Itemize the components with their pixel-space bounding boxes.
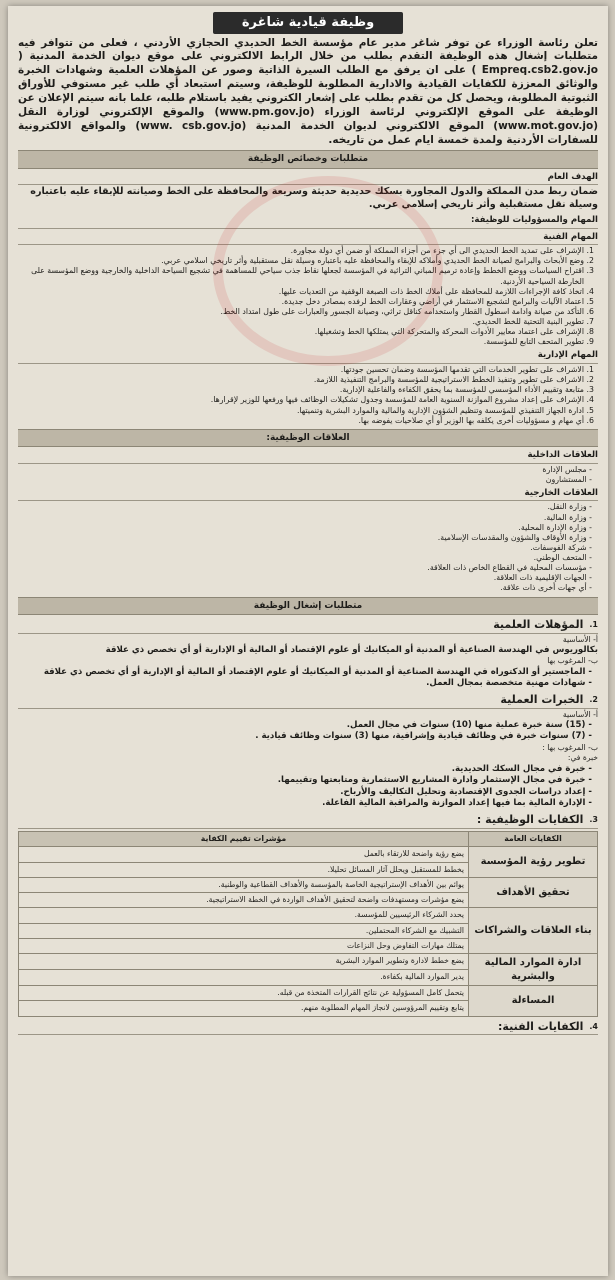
list-item: - خبرة في مجال الإستثمار وادارة المشاريع الاستثمارية ومتابعتها وتقييمها.: [18, 775, 592, 787]
comp-area: ادارة الموارد المالية والبشرية: [469, 954, 598, 986]
section-job-specs: متطلبات وخصائص الوظيفة: [18, 150, 598, 168]
list-item: - وزارة الإدارة المحلية.: [18, 523, 592, 533]
basic-exp-label: أ- الأساسية: [562, 709, 598, 719]
comp-indicator: يتابع وتقييم المرؤوسين لانجاز المهام المطلوبة منهم.: [19, 1001, 469, 1016]
job-ad: [8, 6, 608, 1035]
preferred-exp-label: ب- المرغوب بها :: [542, 743, 598, 753]
list-item: - الإدارة المالية بما فيها إعداد الموازنة والمراقبة المالية الفاعلة.: [18, 798, 592, 810]
list-item: - أي جهات أخرى ذات علاقة.: [18, 583, 592, 593]
table-row: [19, 954, 598, 970]
admin-tasks-list: [18, 365, 598, 426]
list-item: - مؤسسات المحلية في القطاع الخاص ذات العلاقة.: [18, 563, 592, 573]
comp-indicator: التشبيك مع الشركاء المحتملين.: [19, 923, 469, 938]
competencies-heading: [18, 813, 598, 829]
tech-tasks-label: المهام الفنية: [18, 231, 598, 246]
table-row: [19, 877, 598, 892]
list-item: - الماجستير أو الدكتوراه في الهندسة الصناعية أو المدنية أو الميكانيك أو علوم الإقتصاد أو المالية أو الإدارية أو أي تخصص ذي علاقة: [18, 667, 592, 679]
list-item: - وزارة الأوقاف والشؤون والمقدسات الإسلامية.: [18, 533, 592, 543]
tech-competencies-heading: [18, 1020, 598, 1036]
comp-indicator: يحدد الشركاء الرئيسيين للمؤسسة.: [19, 908, 469, 923]
comp-indicator: يوائم بين الأهداف الإستراتيجية الخاصة بالمؤسسة والأهداف القطاعية والوطنية.: [19, 877, 469, 892]
competencies-table: [18, 831, 598, 1017]
list-item: - وزارة النقل.: [18, 502, 592, 512]
list-item: 9. تطوير المتحف التابع للمؤسسة.: [18, 337, 584, 347]
comp-indicator: يتحمل كامل المسؤولية عن نتائج القرارات المتخذة من قبله.: [19, 986, 469, 1001]
comp-indicator: يضع رؤية واضحة للارتقاء بالعمل: [19, 847, 469, 862]
quals-number: 1.: [589, 619, 598, 629]
experience-number: 2.: [589, 694, 598, 704]
list-item: - الجهات الإقليمية ذات العلاقة.: [18, 573, 592, 583]
list-item: 1. الإشراف على تمديد الخط الحديدي الى أي جزء من أجزاء المملكة أو ضمن أي دولة مجاورة.: [18, 246, 584, 256]
intro-paragraph: تعلن رئاسة الوزراء عن توفر شاغر مدير عام مؤسسة الخط الحديدي الحجازي الأردني ، فعلى من تتوافر فيه متطلبات إشغال هذه الوظيفة التقدم بطلب من خلال الرابط الالكتروني على موقع ديوان الخدمة المدنية ( Empreq.csb2.gov.jo ) على ان يرفق مع الطلب السيرة الذاتية وصور عن المؤهلات العلمية وشهادات الخبرة والوثائق المعززة للكفايات القيادية والادارية المطلوبة للوظيفة، وسيتم استبعاد أي طلب غير مستوفي للأوراق الثبوتية المطلوبة، ويحصل كل من تقدم بطلب على إشعار الكتروني يفيد باستلام طلبه، علما بانه سيتم الإعلان عن الوظيفة على الموقع الإلكتروني لرئاسة الوزراء (www.pm.gov.jo) والموقع الإلكتروني لوزارة النقل (www.mot.gov.jo) الموقع الالكتروني لديوان الخدمة المدنية (www. csb.gov.jo) والمواقع الالكترونية للسفارات الأردنية ولمدة خمسة ايام عمل من تاريخه.: [18, 36, 599, 146]
comp-area: تحقيق الأهداف: [469, 877, 598, 908]
tech-tasks-list: [18, 246, 598, 347]
experience-title: الخبرات العملية: [500, 692, 584, 706]
comp-indicator: يدير الموارد المالية بكفاءة.: [19, 970, 469, 986]
list-item: 3. متابعة وتقييم الأداء المؤسسي للمؤسسة بما يحقق الكفاءة والفاعلية الإدارية.: [18, 385, 584, 395]
ad-title: وظيفة قيادية شاغرة: [213, 12, 403, 34]
experience-heading: [18, 693, 598, 709]
section-relations: العلاقات الوظيفية:: [18, 429, 598, 447]
list-item: 1. الاشراف على تطوير الخدمات التي تقدمها المؤسسة وضمان تحسين جودتها.: [18, 365, 584, 375]
list-item: - شركة الفوسفات.: [18, 543, 592, 553]
comp-indicator: يضع خطط لادارة وتطوير الموارد البشرية: [19, 954, 469, 970]
quals-title: المؤهلات العلمية: [493, 617, 584, 631]
external-relations-label: العلاقات الخارجية: [18, 487, 598, 502]
document-page: [8, 6, 608, 1276]
list-item: - شهادات مهنية متخصصة بمجال العمل.: [18, 678, 592, 690]
list-item: 4. الإشراف على إعداد مشروع الموازنة السنوية العامة للمؤسسة وجدول تشكيلات الوظائف فيها ورفعها للوزير لإقرارها.: [18, 395, 584, 405]
preferred-exp-sub: خبرة في:: [567, 753, 598, 763]
list-item: 6. أي مهام و مسؤوليات أخرى يكلفه بها الوزير أو أي صلاحيات يفوضه بها.: [18, 416, 584, 426]
internal-relations-list: [18, 465, 598, 485]
list-item: 8. الإشراف على اعتماد معايير الأدوات المحركة والمتحركة التي يمتلكها الخط وتشغيلها.: [18, 327, 584, 337]
comp-area: بناء العلاقات والشراكات: [469, 908, 598, 954]
comp-indicator: يضع مؤشرات ومستهدفات واضحة لتحقيق الأهداف الواردة في الخطة الاستراتيجية.: [19, 893, 469, 908]
goal-label: الهدف العام: [18, 171, 598, 186]
list-item: - المستشارون: [18, 475, 592, 485]
col-indicators: مؤشرات تقييم الكفاية: [19, 831, 469, 847]
preferred-quals-label: ب- المرغوب بها: [547, 656, 598, 666]
preferred-quals-list: [18, 667, 598, 690]
list-item: - (15) سنة خبرة عملية منها (10) سنوات في مجال العمل.: [18, 720, 592, 732]
list-item: 5. اعتماد الآليات والبرامج لتشجيع الاستثمار في أراضي وعقارات الخط لرفده بمصادر دخل جديدة.: [18, 297, 584, 307]
table-row: [19, 908, 598, 923]
comp-area: تطوير رؤية المؤسسة: [469, 847, 598, 878]
list-item: 2. وضع الأبحاث والبرامج لصيانة الخط الحديدي وأملاكه للإبقاء والمحافظة عليه باعتباره وسيلة نقل مستقبلية وأثر تاريخي اسلامي عربي.: [18, 256, 584, 266]
list-item: - خبرة في مجال السكك الحديدية.: [18, 764, 592, 776]
tasks-label: المهام والمسؤوليات للوظيفة:: [18, 214, 598, 229]
competencies-title: الكفايات الوظيفية :: [476, 812, 584, 826]
basic-quals-label: أ- الأساسية: [562, 634, 598, 644]
external-relations-list: [18, 502, 598, 593]
table-row: [19, 986, 598, 1001]
tech-competencies-number: 4.: [589, 1021, 598, 1031]
list-item: 7. تطوير البنية التحتية للخط الحديدي.: [18, 317, 584, 327]
list-item: - مجلس الإدارة: [18, 465, 592, 475]
admin-tasks-label: المهام الإدارية: [18, 349, 598, 364]
list-item: 6. التأكد من صيانة وادامة اسطول القطار واستخدامه كناقل تراثي، وصيانة الجسور والعبارات على طول امتداد الخط.: [18, 307, 584, 317]
list-item: 2. الاشراف على تطوير وتنفيذ الخطط الاستراتيجية للمؤسسة والبرامج التنفيذية اللازمة.: [18, 375, 584, 385]
comp-indicator: يخطط للمستقبل ويحلل آثار المسائل تحليلا.: [19, 862, 469, 877]
quals-heading: [18, 618, 598, 634]
section-occupancy: متطلبات إشغال الوظيفة: [18, 597, 598, 615]
list-item: - وزارة المالية.: [18, 513, 592, 523]
basic-quals-text: بكالوريوس في الهندسة الصناعية أو المدنية أو الميكانيك أو علوم الإقتصاد أو المالية أو الإدارية أو أي تخصص ذي علاقة: [105, 644, 598, 655]
list-item: 3. اقتراح السياسات ووضع الخطط وإعادة ترميم المباني التراثية في المؤسسة لجعلها نقاط جذب سياحي للمساهمة في تشجيع السياحة الداخلية والخارجية ووضع المؤسسة على الخارطة السياحية الأردنية.: [18, 266, 584, 286]
internal-relations-label: العلاقات الداخلية: [18, 449, 598, 464]
basic-exp-list: [18, 720, 598, 743]
table-header-row: [19, 831, 598, 847]
list-item: 5. ادارة الجهاز التنفيذي للمؤسسة وتنظيم الشؤون الإدارية والمالية والموارد البشرية وتنميتها.: [18, 406, 584, 416]
tech-competencies-title: الكفايات الفنية:: [498, 1019, 584, 1033]
comp-indicator: يمتلك مهارات التفاوض وحل النزاعات: [19, 938, 469, 953]
list-item: 4. اتخاذ كافة الإجراءات اللازمة للمحافظة على أملاك الخط ذات الصبغة الوقفية من التعديات عليها.: [18, 287, 584, 297]
list-item: - (7) سنوات خبرة في وظائف قيادية وإشرافية، منها (3) سنوات وظائف قيادية .: [18, 731, 592, 743]
list-item: - إعداد دراسات الجدوى الإقتصادية وتحليل التكاليف والأرباح.: [18, 787, 592, 799]
comp-area: المساءلة: [469, 986, 598, 1017]
table-row: [19, 847, 598, 862]
competencies-number: 3.: [589, 814, 598, 824]
list-item: - المتحف الوطني.: [18, 553, 592, 563]
goal-text: ضمان ربط مدن المملكة والدول المجاورة بسكك حديدية حديثة وسريعة والمحافظة على الخط وصيانته للإبقاء عليه باعتباره وسيلة نقل مستقبلية وأثر تاريخي إسلامي عربي.: [30, 186, 598, 211]
col-general: الكفايات العامة: [469, 831, 598, 847]
preferred-exp-list: [18, 764, 598, 810]
